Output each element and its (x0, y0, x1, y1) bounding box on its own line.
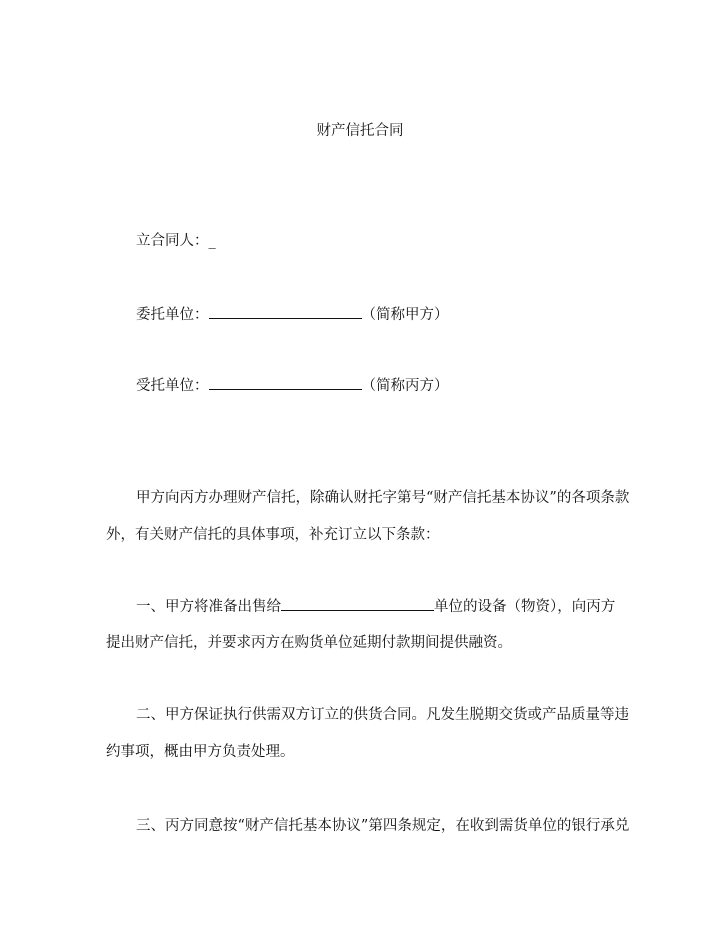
entrusting-blank (209, 305, 362, 319)
intro-line-2: 外，有关财产信托的具体事项，补充订立以下条款： (106, 527, 440, 543)
signatory-line (136, 232, 612, 250)
clause-1-part-2: 单位的设备（物资），向丙方 (434, 599, 616, 615)
entrusting-suffix: （简称甲方） (361, 307, 449, 323)
clause-1-line-2: 提出财产信托，并要求丙方在购货单位延期付款期间提供融资。 (106, 635, 512, 651)
intro-line-1: 甲方向丙方办理财产信托，除确认财托字第号“财产信托基本协议”的各项条款 (136, 490, 630, 506)
clause-2-line-2: 约事项，概由甲方负责处理。 (106, 744, 295, 760)
clause-3-line-1: 三、丙方同意按“财产信托基本协议”第四条规定，在收到需货单位的银行承兑 (136, 818, 630, 834)
clause-2-line-1: 二、甲方保证执行供需双方订立的供货合同。凡发生脱期交货或产品质量等违 (136, 707, 629, 723)
trustee-blank (209, 376, 362, 390)
clause-1-blank (281, 597, 434, 611)
signatory-label: 立合同人： (136, 233, 209, 249)
signatory-blank: _ (208, 233, 216, 249)
trustee-party-line (136, 376, 612, 395)
clause-1-part-1: 一、甲方将准备出售给 (136, 599, 281, 615)
document-title: 财产信托合同 (316, 123, 404, 139)
trustee-suffix: （简称丙方） (361, 378, 449, 394)
clause-1-line-1 (136, 597, 616, 616)
entrusting-party-line (136, 305, 612, 324)
trustee-label: 受托单位： (136, 378, 209, 394)
entrusting-label: 委托单位： (136, 307, 209, 323)
